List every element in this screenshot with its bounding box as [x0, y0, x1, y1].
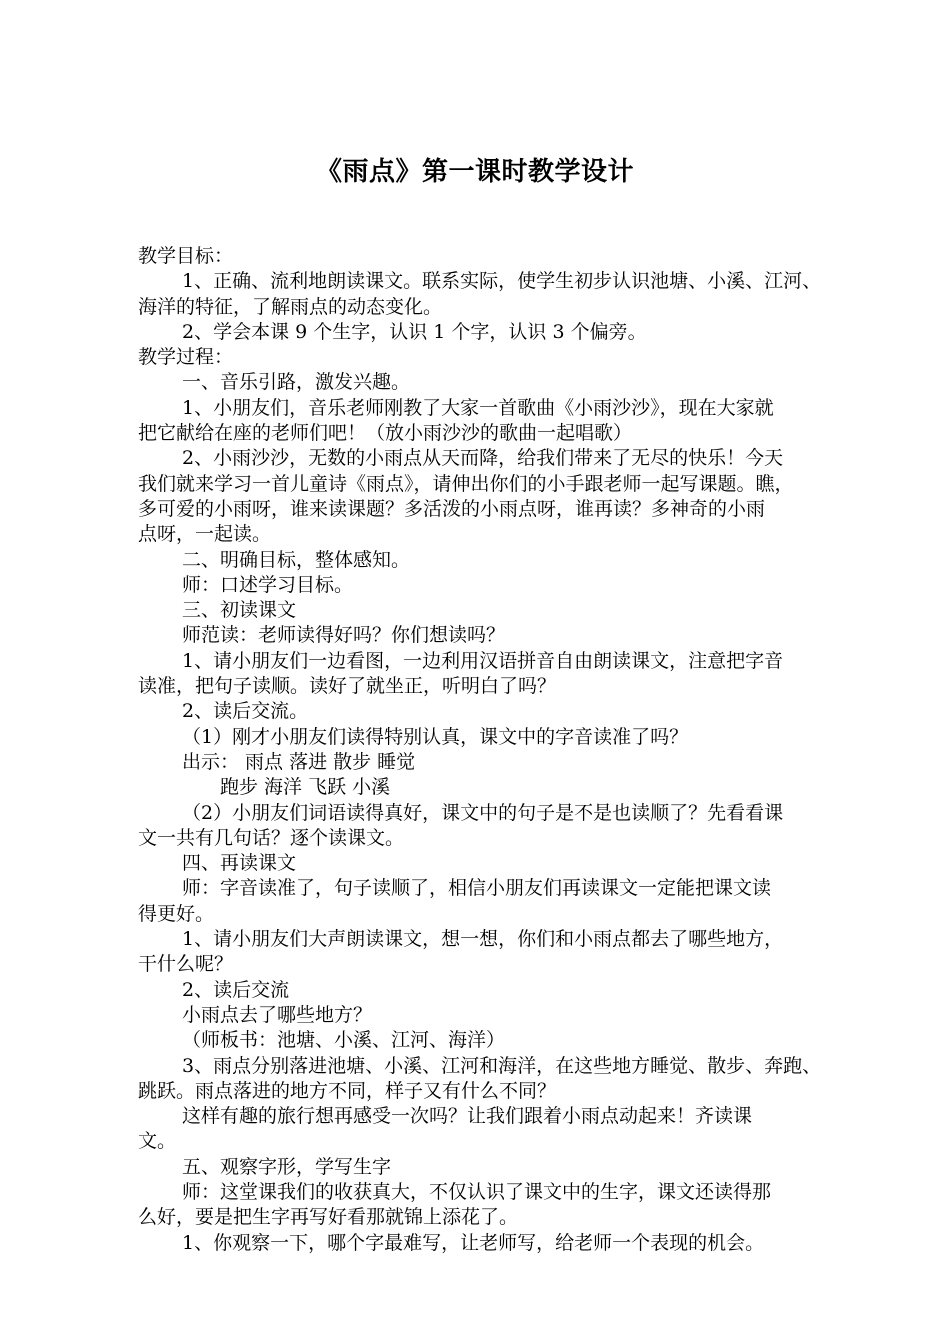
paragraph-line: （师板书：池塘、小溪、江河、海洋）: [182, 1029, 506, 1052]
paragraph-line: （1）刚才小朋友们读得特别认真，课文中的字音读准了吗？: [182, 725, 689, 748]
paragraph-line: 2、读后交流: [182, 978, 290, 1001]
paragraph-line: 2、小雨沙沙，无数的小雨点从天而降，给我们带来了无尽的快乐！今天: [182, 447, 784, 470]
document-body: [138, 244, 864, 1256]
paragraph-line: 读准，把句子读顺。读好了就坐正，听明白了吗？: [138, 675, 557, 698]
paragraph-line: 三、初读课文: [182, 599, 297, 622]
paragraph-line: 师：字音读准了，句子读顺了，相信小朋友们再读课文一定能把课文读: [182, 877, 772, 900]
paragraph-line: （2）小朋友们词语读得真好，课文中的句子是不是也读顺了？先看看课: [182, 801, 784, 824]
word-list-line: 出示： 雨点 落进 散步 睡觉: [182, 750, 416, 773]
section-heading: 教学过程：: [138, 346, 234, 369]
paragraph-line: 得更好。: [138, 902, 215, 925]
paragraph-line: 1、你观察一下，哪个字最难写，让老师写，给老师一个表现的机会。: [182, 1231, 765, 1254]
word-list-line: 跑步 海洋 飞跃 小溪: [220, 776, 391, 799]
paragraph-line: 海洋的特征，了解雨点的动态变化。: [138, 295, 443, 318]
paragraph-line: 3、雨点分别落进池塘、小溪、江河和海洋，在这些地方睡觉、散步、奔跑、: [182, 1054, 822, 1077]
paragraph-line: 点呀，一起读。: [138, 523, 272, 546]
paragraph-line: 多可爱的小雨呀，谁来读课题？多活泼的小雨点呀，谁再读？多神奇的小雨: [138, 497, 766, 520]
paragraph-line: 干什么呢？: [138, 953, 234, 976]
paragraph-line: 么好，要是把生字再写好看那就锦上添花了。: [138, 1206, 519, 1229]
paragraph-line: 二、明确目标，整体感知。: [182, 548, 411, 571]
paragraph-line: 1、请小朋友们大声朗读课文，想一想，你们和小雨点都去了哪些地方，: [182, 928, 784, 951]
paragraph-line: 这样有趣的旅行想再感受一次吗？让我们跟着小雨点动起来！齐读课: [182, 1105, 753, 1128]
paragraph-line: 把它献给在座的老师们吧！（放小雨沙沙的歌曲一起唱歌）: [138, 422, 633, 445]
document-title: 《雨点》第一课时教学设计: [315, 157, 634, 187]
paragraph-line: 跳跃。雨点落进的地方不同，样子又有什么不同？: [138, 1079, 557, 1102]
paragraph-line: 1、小朋友们，音乐老师刚教了大家一首歌曲《小雨沙沙》，现在大家就: [182, 396, 774, 419]
paragraph-line: 五、观察字形，学写生字: [182, 1155, 392, 1178]
section-heading: 教学目标：: [138, 245, 234, 267]
paragraph-line: 小雨点去了哪些地方？: [182, 1003, 373, 1026]
paragraph-line: 师范读：老师读得好吗？你们想读吗？: [182, 624, 506, 647]
paragraph-line: 我们就来学习一首儿童诗《雨点》，请伸出你们的小手跟老师一起写课题。瞧，: [138, 472, 794, 495]
paragraph-line: 一、音乐引路，激发兴趣。: [182, 371, 411, 394]
paragraph-line: 四、再读课文: [182, 852, 297, 875]
paragraph-line: 文一共有几句话？逐个读课文。: [138, 826, 405, 849]
paragraph-line: 1、请小朋友们一边看图，一边利用汉语拼音自由朗读课文，注意把字音: [182, 649, 784, 672]
paragraph-line: 2、读后交流。: [182, 700, 309, 723]
paragraph-line: 师：口述学习目标。: [182, 573, 354, 596]
paragraph-line: 2、学会本课 9 个生字，认识 1 个字，认识 3 个偏旁。: [182, 320, 647, 343]
paragraph-line: 1、正确、流利地朗读课文。联系实际，使学生初步认识池塘、小溪、江河、: [182, 270, 822, 293]
paragraph-line: 文。: [138, 1130, 177, 1153]
paragraph-line: 师：这堂课我们的收获真大，不仅认识了课文中的生字，课文还读得那: [182, 1180, 772, 1203]
